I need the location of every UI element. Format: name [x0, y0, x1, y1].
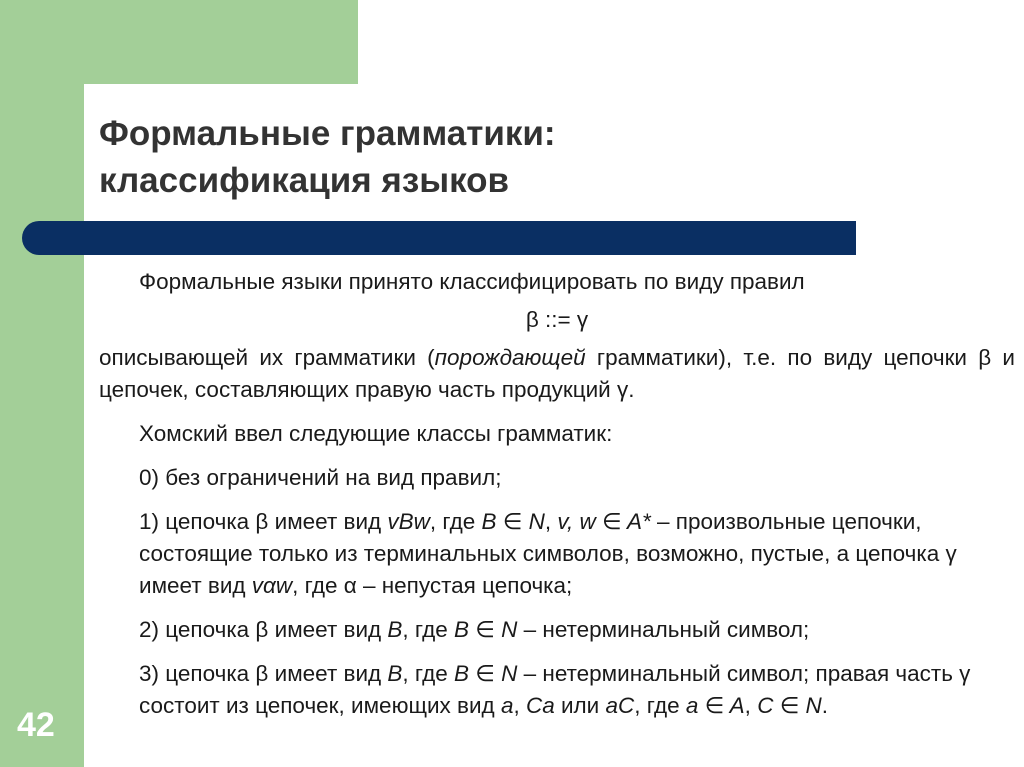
production-formula: β ::= γ [525, 307, 589, 332]
green-sidebar [0, 0, 84, 767]
class-0: 0) без ограничений на вид правил; [139, 465, 502, 490]
title-line-1: Формальные грамматики: [99, 114, 556, 153]
describe-paragraph: описывающей их грамматики (порождающей грамматики), т.е. по виду цепочки β и цепочек, составляющих правую часть продукций γ. [99, 345, 1015, 402]
slide-body [99, 266, 1015, 722]
title-underline-bar [22, 221, 856, 255]
chomsky-intro: Хомский ввел следующие классы грамматик: [139, 421, 613, 446]
title-line-2: классификация языков [99, 161, 510, 200]
class-2: 2) цепочка β имеет вид B, где B ∈ N – нетерминальный символ; [139, 617, 810, 642]
green-top-block [84, 0, 358, 84]
slide-title [99, 110, 556, 204]
class-3: 3) цепочка β имеет вид B, где B ∈ N – нетерминальный символ; правая часть γ состоит из цепочек, имеющих вид a, Ca или aC, где a ∈ A, C ∈ N. [139, 661, 971, 718]
page-number: 42 [17, 706, 55, 744]
class-1: 1) цепочка β имеет вид vBw, где B ∈ N, v, w ∈ A* – произвольные цепочки, состоящие только из терминальных символов, возможно, пустые, а цепочка γ имеет вид vαw, где α – непустая цепочка; [139, 509, 957, 598]
intro-paragraph: Формальные языки принято классифицировать по виду правил [139, 269, 805, 294]
